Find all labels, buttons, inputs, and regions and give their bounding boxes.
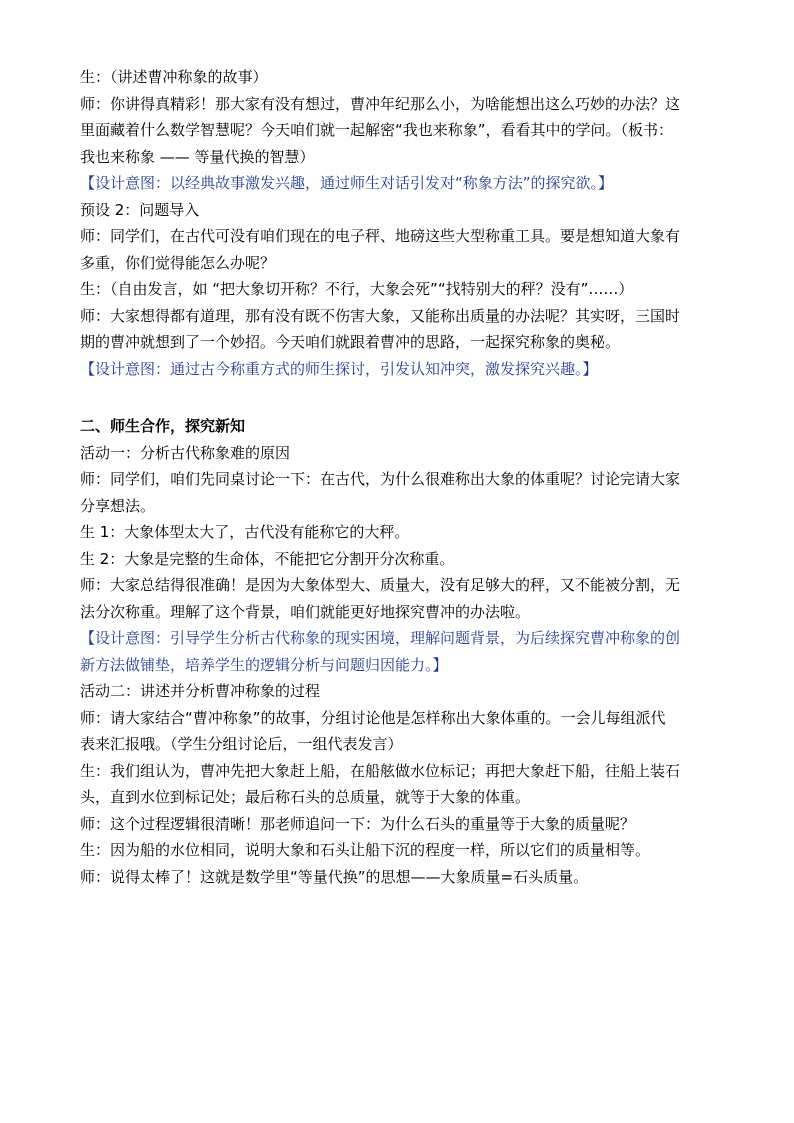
activity1-line: 分享想法。: [80, 496, 156, 515]
activity2-line: 表来汇报哦。（学生分组讨论后，一组代表发言）: [80, 735, 403, 753]
activity2-line: 活动二：讲述并分析曹冲称象的过程: [80, 682, 321, 700]
section-spacer: [80, 382, 744, 413]
activity1-line: 师：大家总结得很准确！是因为大象体型大、质量大，没有足够大的秤，又不能被分割，无: [80, 576, 681, 594]
preset2-line: 期的曹冲就想到了一个妙招。今天咱们就跟着曹冲的思路，一起探究称象的奥秘。: [80, 333, 621, 351]
activity1-line: 活动一：分析古代称象难的原因: [80, 443, 291, 462]
preset2-line: 预设 2：问题导入: [80, 200, 200, 219]
intro-line: 里面藏着什么数学智慧呢？今天咱们就一起解密“我也来称象”，看看其中的学问。（板书：: [80, 121, 674, 139]
intro-line: 我也来称象 —— 等量代换的智慧）: [80, 147, 315, 166]
activity2-line: 师：这个过程逻辑很清晰！那老师追问一下：为什么石头的重量等于大象的质量呢？: [80, 814, 636, 833]
design-intent-3: 新方法做铺垫，培养学生的逻辑分析与问题归因能力。】: [80, 655, 448, 674]
section-heading: 二、师生合作，探究新知: [80, 417, 246, 435]
activity2-line: 头，直到水位到标记处；最后称石头的总质量，就等于大象的体重。: [80, 788, 531, 806]
activity2-line: 生：因为船的水位相同，说明大象和石头让船下沉的程度一样，所以它们的质量相等。: [80, 841, 651, 859]
intro-line: 师：你讲得真精彩！那大家有没有想过，曹冲年纪那么小，为啥能想出这么巧妙的办法？这: [80, 94, 681, 113]
design-intent-2: 【设计意图：通过古今称重方式的师生探讨，引发认知冲突，激发探究兴趣。】: [80, 359, 598, 378]
activity1-line: 法分次称重。理解了这个背景，咱们就能更好地探究曹冲的办法啦。: [80, 602, 531, 621]
design-intent-3: 【设计意图：引导学生分析古代称象的现实困境，理解问题背景，为后续探究曹冲称象的创: [80, 629, 681, 647]
preset2-line: 师：大家想得都有道理，那有没有既不伤害大象，又能称出质量的办法呢？其实呀，三国时: [80, 306, 681, 325]
preset2-line: 多重，你们觉得能怎么办呢？: [80, 253, 276, 272]
preset2-line: 生：（自由发言，如 “把大象切开称？不行，大象会死”“找特别大的秤？没有”……）: [80, 280, 634, 298]
activity2-line: 生：我们组认为，曹冲先把大象赶上船，在船舷做水位标记；再把大象赶下船，往船上装石: [80, 761, 681, 780]
intro-line: 生：（讲述曹冲称象的故事）: [80, 68, 268, 86]
preset2-line: 师：同学们，在古代可没有咱们现在的电子秤、地磅这些大型称重工具。要是想知道大象有: [80, 227, 681, 245]
activity2-line: 师：请大家结合“曹冲称象”的故事，分组讨论他是怎样称出大象体重的。一会儿每组派代: [80, 708, 666, 727]
activity1-line: 生 2：大象是完整的生命体，不能把它分割开分次称重。: [80, 549, 455, 568]
design-intent-1: 【设计意图：以经典故事激发兴趣，通过师生对话引发对“称象方法”的探究欲。】: [80, 174, 614, 192]
activity2-line: 师：说得太棒了！这就是数学里“等量代换”的思想——大象质量=石头质量。: [80, 867, 589, 886]
activity1-line: 师：同学们，咱们先同桌讨论一下：在古代，为什么很难称出大象的体重呢？讨论完请大家: [80, 470, 681, 488]
activity1-line: 生 1：大象体型太大了，古代没有能称它的大秤。: [80, 523, 410, 541]
document-page: [80, 64, 744, 890]
